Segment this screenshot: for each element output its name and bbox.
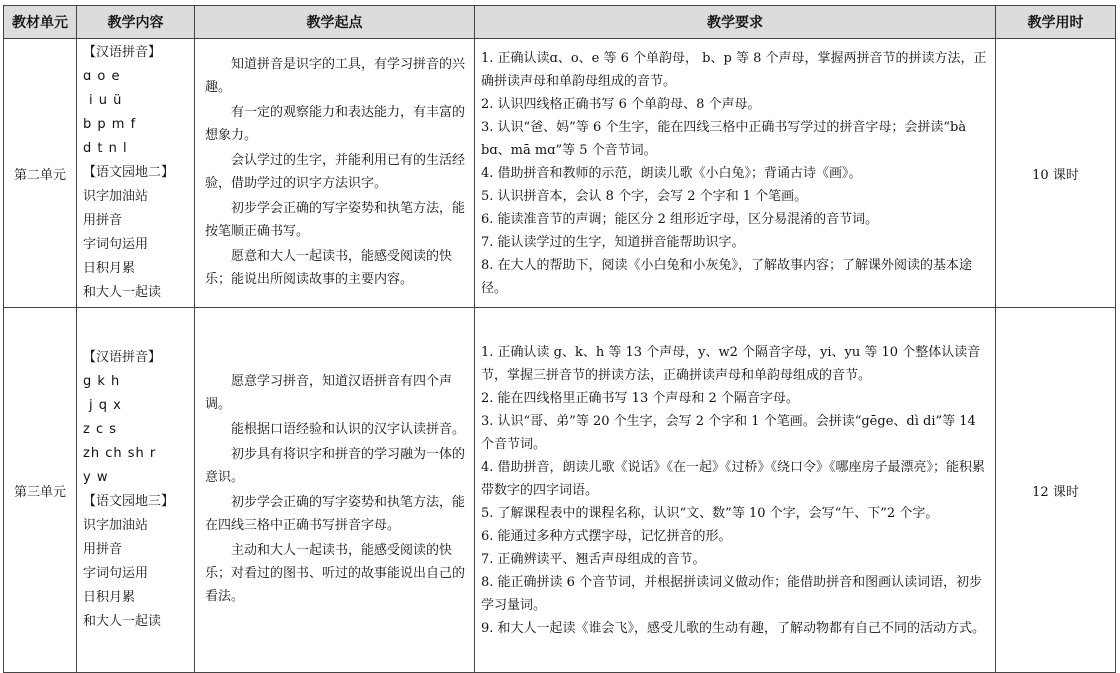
requirement-item: 2. 能在四线格里正确书写 13 个声母和 2 个隔音字母。 [481,390,799,406]
start-paragraph: 知道拼音是识字的工具，有学习拼音的兴趣。 [205,57,466,95]
content-item: 【语文园地三】 [83,494,175,509]
table-row [4,308,1116,673]
start-paragraph: 主动和大人一起读书，能感受阅读的快乐；对看过的图书、听过的故事能说出自己的看法。 [205,543,466,604]
start-paragraph: 初步学会正确的写字姿势和执笔方法，能按笔顺正确书写。 [205,201,466,239]
requirement-item: 4. 借助拼音和教师的示范，朗读儿歌《小白兔》；背诵古诗《画》。 [481,165,862,181]
table-row [4,39,1116,308]
teaching-plan-table [3,5,1116,673]
content-item: 用拼音 [83,213,123,228]
requirements-cell [475,308,996,673]
start-paragraph: 愿意学习拼音，知道汉语拼音有四个声调。 [205,374,453,412]
content-cell [77,308,195,673]
requirement-item: 4. 借助拼音，朗读儿歌《说话》《在一起》《过桥》《绕口令》《哪座房子最漂亮》；能积累带数字的四字词语。 [481,459,986,498]
content-item: 和大人一起读 [83,285,162,300]
content-cell [77,39,195,308]
hours-cell: 12 课时 [996,308,1116,673]
unit-cell: 第三单元 [4,308,77,673]
requirement-item: 7. 能认读学过的生字，知道拼音能帮助识字。 [481,234,745,250]
content-item: ɑ o e [83,69,121,84]
requirement-item: 1. 正确认读ɑ、o、e 等 6 个单韵母， b、p 等 8 个声母，掌握两拼音节的拼读方法，正确拼读声母和单韵母组成的音节。 [481,50,987,89]
content-item: b p m f [83,117,137,132]
content-item: 日积月累 [83,261,136,276]
start-paragraph: 会认学过的生字，并能利用已有的生活经验，借助学过的识字方法识字。 [205,153,466,191]
requirement-item: 1. 正确认读 g、k、h 等 13 个声母，y、w2 个隔音字母，yi、yu 等 10 个整体认读音节，掌握三拼音节的拼读方法，正确拼读声母和单韵母组成的音节。 [481,344,981,383]
requirement-item: 8. 在大人的帮助下，阅读《小白兔和小灰兔》，了解故事内容；了解课外阅读的基本途径。 [481,257,973,296]
content-item: 字词句运用 [83,566,149,581]
content-item: zh ch sh r [83,446,157,461]
content-item: 和大人一起读 [83,614,162,629]
header-row [4,6,1116,39]
start-paragraph: 愿意和大人一起读书，能感受阅读的快乐；能说出所阅读故事的主要内容。 [205,249,453,287]
header-start: 教学起点 [195,6,475,39]
header-content: 教学内容 [77,6,195,39]
content-item: 识字加油站 [83,518,149,533]
requirement-item: 3. 认识“爸、妈”等 6 个生字，能在四线三格中正确书写学过的拼音字母；会拼读“bà bɑ、mā mɑ”等 5 个音节词。 [481,119,967,158]
header-unit: 教材单元 [4,6,77,39]
unit-cell: 第二单元 [4,39,77,308]
requirement-item: 6. 能通过多种方式摆字母，记忆拼音的形。 [481,528,732,544]
requirements-cell [475,39,996,308]
start-paragraph: 有一定的观察能力和表达能力，有丰富的想象力。 [205,105,466,143]
start-paragraph: 初步具有将识字和拼音的学习融为一体的意识。 [205,447,466,485]
requirement-item: 7. 正确辨读平、翘舌声母组成的音节。 [481,551,706,567]
requirement-item: 8. 能正确拼读 6 个音节词，并根据拼读词义做动作；能借助拼音和图画认读词语，初步学习量词。 [481,574,983,613]
content-item: j q x [89,398,122,413]
content-item: g k h [83,374,121,389]
header-hours: 教学用时 [996,6,1116,39]
content-item: d t n l [83,141,128,156]
requirement-item: 9. 和大人一起读《谁会飞》，感受儿歌的生动有趣，了解动物都有自己不同的活动方式。 [481,620,986,636]
content-item: 识字加油站 [83,189,149,204]
content-item: 用拼音 [83,542,123,557]
start-paragraph: 能根据口语经验和认识的汉字认读拼音。 [231,422,466,437]
requirement-item: 5. 了解课程表中的课程名称，认识“文、数”等 10 个字，会写“午、下”2 个字。 [481,505,939,521]
header-requirements: 教学要求 [475,6,996,39]
content-item: y w [83,470,109,485]
content-item: 日积月累 [83,590,136,605]
content-item: 【汉语拼音】 [83,350,162,365]
requirement-item: 2. 认识四线格正确书写 6 个单韵母、8 个声母。 [481,96,761,112]
start-cell [195,39,475,308]
content-item: 字词句运用 [83,237,149,252]
requirement-item: 6. 能读准音节的声调；能区分 2 组形近字母，区分易混淆的音节词。 [481,211,879,227]
requirement-item: 5. 认识拼音本，会认 8 个字，会写 2 个字和 1 个笔画。 [481,188,808,204]
start-paragraph: 初步学会正确的写字姿势和执笔方法，能在四线三格中正确书写拼音字母。 [205,495,466,533]
content-item: z c s [83,422,118,437]
content-item: 【汉语拼音】 [83,45,162,60]
requirement-item: 3. 认识“哥、弟”等 20 个生字，会写 2 个字和 1 个笔画。会拼读“gēge、dì di”等 14 个音节词。 [481,413,976,452]
hours-cell: 10 课时 [996,39,1116,308]
start-cell [195,308,475,673]
content-item: i u ü [89,93,123,108]
content-item: 【语文园地二】 [83,165,175,180]
